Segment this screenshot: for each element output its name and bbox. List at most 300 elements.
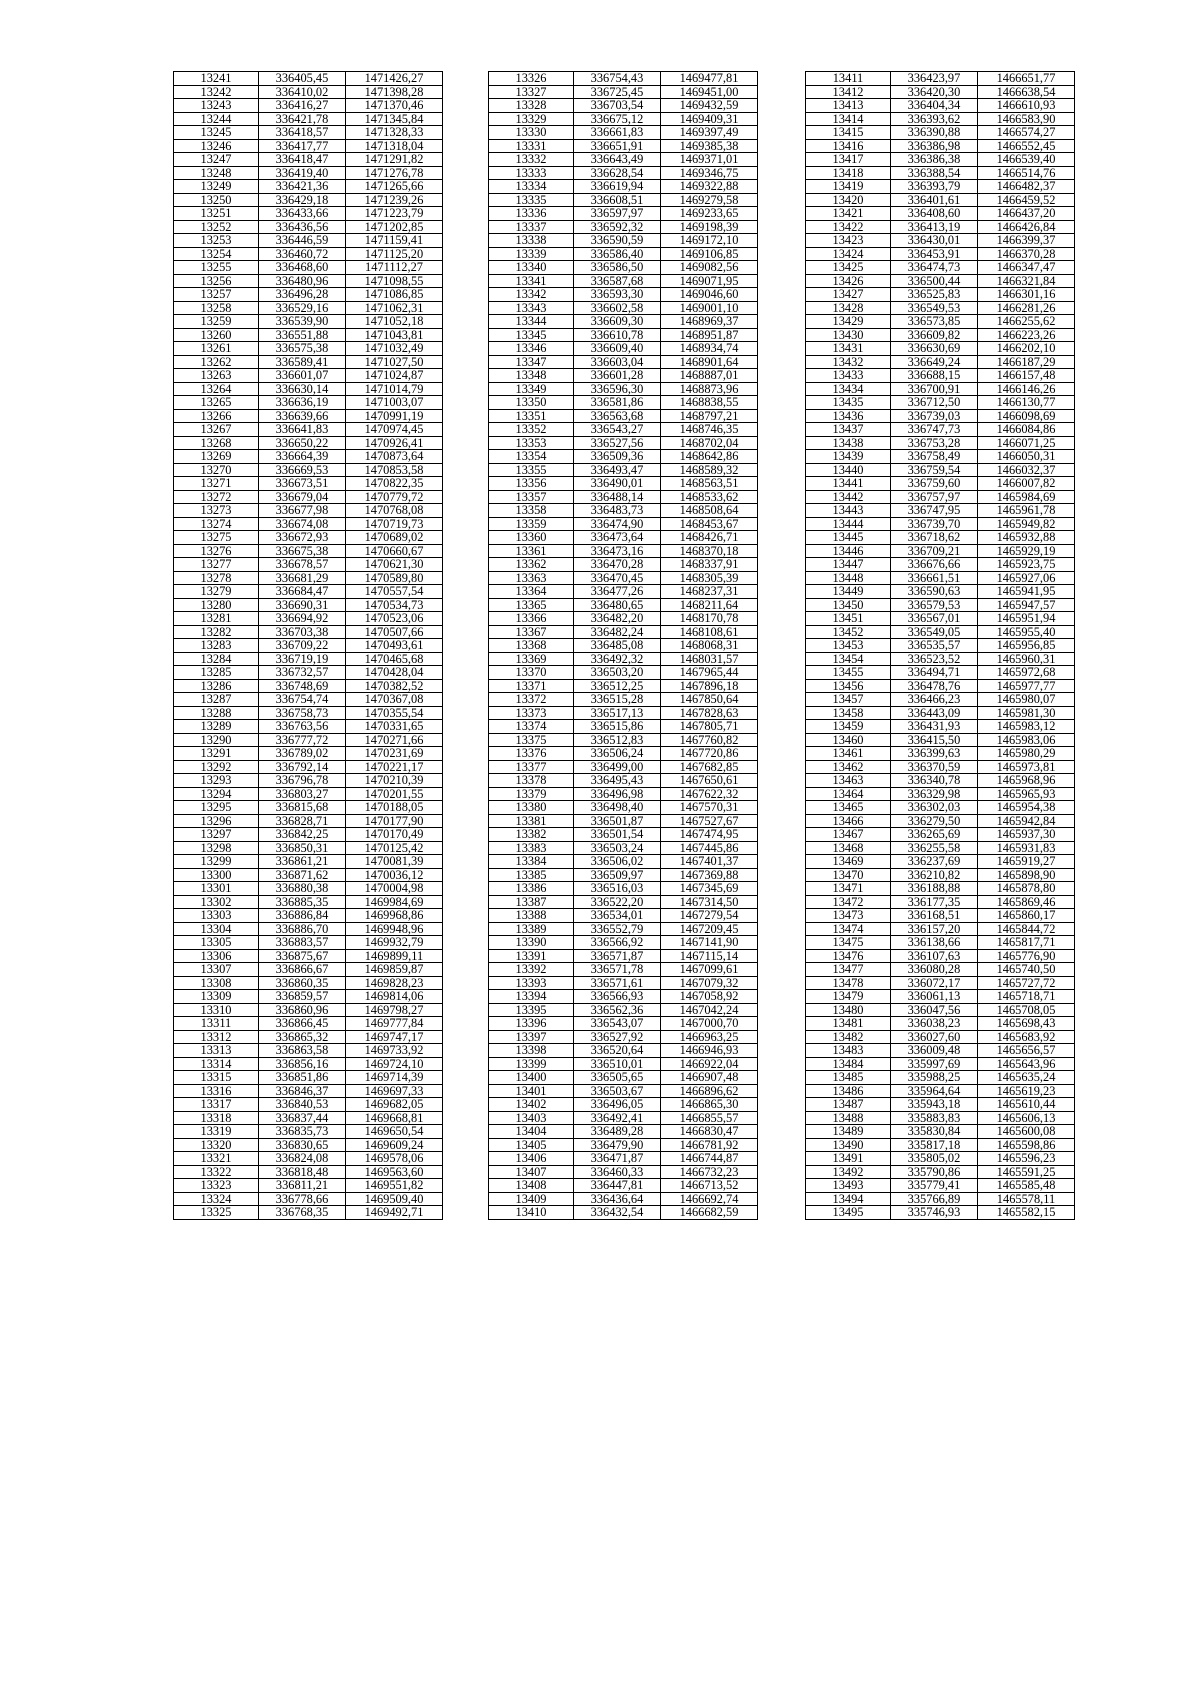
point-number-cell: 13451: [806, 612, 891, 626]
table-row: [489, 234, 758, 248]
y-coordinate-cell: 1466514,76: [978, 166, 1075, 180]
point-number-cell: 13330: [489, 126, 574, 140]
x-coordinate-cell: 336718,62: [891, 531, 978, 545]
x-coordinate-cell: 336608,51: [574, 193, 661, 207]
y-coordinate-cell: 1470926,41: [346, 436, 443, 450]
x-coordinate-cell: 336509,97: [574, 868, 661, 882]
point-number-cell: 13261: [174, 342, 259, 356]
table-row: [806, 693, 1075, 707]
x-coordinate-cell: 336828,71: [259, 814, 346, 828]
x-coordinate-cell: 336529,16: [259, 301, 346, 315]
table-row: [806, 490, 1075, 504]
y-coordinate-cell: 1468901,64: [661, 355, 758, 369]
table-row: [806, 342, 1075, 356]
y-coordinate-cell: 1470660,67: [346, 544, 443, 558]
point-number-cell: 13388: [489, 909, 574, 923]
y-coordinate-cell: 1465683,92: [978, 1030, 1075, 1044]
y-coordinate-cell: 1466301,16: [978, 288, 1075, 302]
y-coordinate-cell: 1468370,18: [661, 544, 758, 558]
y-coordinate-cell: 1471398,28: [346, 85, 443, 99]
table-row: [489, 153, 758, 167]
y-coordinate-cell: 1466321,84: [978, 274, 1075, 288]
x-coordinate-cell: 336413,19: [891, 220, 978, 234]
x-coordinate-cell: 336562,36: [574, 1003, 661, 1017]
point-number-cell: 13268: [174, 436, 259, 450]
point-number-cell: 13476: [806, 949, 891, 963]
point-number-cell: 13280: [174, 598, 259, 612]
point-number-cell: 13401: [489, 1084, 574, 1098]
table-row: [489, 139, 758, 153]
y-coordinate-cell: 1470382,52: [346, 679, 443, 693]
y-coordinate-cell: 1468237,31: [661, 585, 758, 599]
table-row: [806, 1003, 1075, 1017]
point-number-cell: 13442: [806, 490, 891, 504]
point-number-cell: 13314: [174, 1057, 259, 1071]
x-coordinate-cell: 336579,53: [891, 598, 978, 612]
y-coordinate-cell: 1467965,44: [661, 666, 758, 680]
y-coordinate-cell: 1465931,83: [978, 841, 1075, 855]
table-row: [806, 126, 1075, 140]
y-coordinate-cell: 1465929,19: [978, 544, 1075, 558]
point-number-cell: 13286: [174, 679, 259, 693]
x-coordinate-cell: 335943,18: [891, 1098, 978, 1112]
coordinate-table-1: [173, 71, 443, 1220]
table-row: [806, 477, 1075, 491]
point-number-cell: 13396: [489, 1017, 574, 1031]
x-coordinate-cell: 336482,24: [574, 625, 661, 639]
x-coordinate-cell: 336815,68: [259, 801, 346, 815]
y-coordinate-cell: 1465980,29: [978, 747, 1075, 761]
y-coordinate-cell: 1468068,31: [661, 639, 758, 653]
x-coordinate-cell: 336703,54: [574, 99, 661, 113]
x-coordinate-cell: 336748,69: [259, 679, 346, 693]
y-coordinate-cell: 1469509,40: [346, 1192, 443, 1206]
table-row: [489, 1071, 758, 1085]
y-coordinate-cell: 1469071,95: [661, 274, 758, 288]
y-coordinate-cell: 1466459,52: [978, 193, 1075, 207]
y-coordinate-cell: 1467850,64: [661, 693, 758, 707]
y-coordinate-cell: 1467828,63: [661, 706, 758, 720]
y-coordinate-cell: 1468969,37: [661, 315, 758, 329]
y-coordinate-cell: 1468508,64: [661, 504, 758, 518]
table-row: [806, 261, 1075, 275]
y-coordinate-cell: 1469609,24: [346, 1138, 443, 1152]
y-coordinate-cell: 1465932,88: [978, 531, 1075, 545]
table-row: [806, 463, 1075, 477]
point-number-cell: 13460: [806, 733, 891, 747]
table-row: [489, 760, 758, 774]
table-row: [806, 72, 1075, 86]
point-number-cell: 13465: [806, 801, 891, 815]
table-row: [174, 180, 443, 194]
y-coordinate-cell: 1471043,81: [346, 328, 443, 342]
point-number-cell: 13431: [806, 342, 891, 356]
x-coordinate-cell: 336586,50: [574, 261, 661, 275]
y-coordinate-cell: 1466692,74: [661, 1192, 758, 1206]
x-coordinate-cell: 336597,97: [574, 207, 661, 221]
table-row: [489, 531, 758, 545]
y-coordinate-cell: 1469432,59: [661, 99, 758, 113]
table-row: [489, 895, 758, 909]
table-row: [806, 1125, 1075, 1139]
table-row: [174, 450, 443, 464]
x-coordinate-cell: 336837,44: [259, 1111, 346, 1125]
y-coordinate-cell: 1470689,02: [346, 531, 443, 545]
x-coordinate-cell: 335790,86: [891, 1165, 978, 1179]
table-row: [489, 774, 758, 788]
table-row: [489, 261, 758, 275]
y-coordinate-cell: 1466922,04: [661, 1057, 758, 1071]
y-coordinate-cell: 1469451,00: [661, 85, 758, 99]
y-coordinate-cell: 1469082,56: [661, 261, 758, 275]
x-coordinate-cell: 336404,34: [891, 99, 978, 113]
point-number-cell: 13296: [174, 814, 259, 828]
point-number-cell: 13259: [174, 315, 259, 329]
y-coordinate-cell: 1465860,17: [978, 909, 1075, 923]
table-row: [806, 882, 1075, 896]
point-number-cell: 13459: [806, 720, 891, 734]
y-coordinate-cell: 1469198,39: [661, 220, 758, 234]
table-row: [174, 855, 443, 869]
x-coordinate-cell: 336279,50: [891, 814, 978, 828]
table-row: [806, 382, 1075, 396]
x-coordinate-cell: 336549,05: [891, 625, 978, 639]
y-coordinate-cell: 1467079,32: [661, 976, 758, 990]
y-coordinate-cell: 1469697,33: [346, 1084, 443, 1098]
table-row: [806, 747, 1075, 761]
x-coordinate-cell: 336649,24: [891, 355, 978, 369]
table-row: [806, 733, 1075, 747]
point-number-cell: 13435: [806, 396, 891, 410]
y-coordinate-cell: 1467042,24: [661, 1003, 758, 1017]
y-coordinate-cell: 1470822,35: [346, 477, 443, 491]
x-coordinate-cell: 336684,47: [259, 585, 346, 599]
x-coordinate-cell: 336619,94: [574, 180, 661, 194]
y-coordinate-cell: 1465596,23: [978, 1152, 1075, 1166]
y-coordinate-cell: 1468797,21: [661, 409, 758, 423]
table-row: [489, 693, 758, 707]
table-row: [806, 355, 1075, 369]
table-row: [806, 288, 1075, 302]
point-number-cell: 13413: [806, 99, 891, 113]
x-coordinate-cell: 336747,95: [891, 504, 978, 518]
y-coordinate-cell: 1465937,30: [978, 828, 1075, 842]
point-number-cell: 13473: [806, 909, 891, 923]
point-number-cell: 13409: [489, 1192, 574, 1206]
x-coordinate-cell: 336818,48: [259, 1165, 346, 1179]
x-coordinate-cell: 336725,45: [574, 85, 661, 99]
table-row: [806, 207, 1075, 221]
x-coordinate-cell: 336592,32: [574, 220, 661, 234]
table-row: [806, 544, 1075, 558]
table-row: [489, 180, 758, 194]
table-row: [806, 1111, 1075, 1125]
point-number-cell: 13253: [174, 234, 259, 248]
y-coordinate-cell: 1466050,31: [978, 450, 1075, 464]
point-number-cell: 13423: [806, 234, 891, 248]
point-number-cell: 13478: [806, 976, 891, 990]
x-coordinate-cell: 336061,13: [891, 990, 978, 1004]
x-coordinate-cell: 336571,61: [574, 976, 661, 990]
point-number-cell: 13308: [174, 976, 259, 990]
x-coordinate-cell: 336446,59: [259, 234, 346, 248]
y-coordinate-cell: 1471328,33: [346, 126, 443, 140]
table-row: [489, 166, 758, 180]
point-number-cell: 13469: [806, 855, 891, 869]
table-row: [174, 990, 443, 1004]
x-coordinate-cell: 335997,69: [891, 1057, 978, 1071]
y-coordinate-cell: 1467345,69: [661, 882, 758, 896]
point-number-cell: 13364: [489, 585, 574, 599]
table-row: [174, 949, 443, 963]
point-number-cell: 13350: [489, 396, 574, 410]
x-coordinate-cell: 336482,20: [574, 612, 661, 626]
y-coordinate-cell: 1466437,20: [978, 207, 1075, 221]
table-row: [806, 301, 1075, 315]
y-coordinate-cell: 1469747,17: [346, 1030, 443, 1044]
table-row: [489, 1057, 758, 1071]
y-coordinate-cell: 1470210,39: [346, 774, 443, 788]
y-coordinate-cell: 1465956,85: [978, 639, 1075, 653]
point-number-cell: 13324: [174, 1192, 259, 1206]
x-coordinate-cell: 335746,93: [891, 1206, 978, 1220]
y-coordinate-cell: 1469650,54: [346, 1125, 443, 1139]
y-coordinate-cell: 1467570,31: [661, 801, 758, 815]
point-number-cell: 13412: [806, 85, 891, 99]
x-coordinate-cell: 336072,17: [891, 976, 978, 990]
y-coordinate-cell: 1465817,71: [978, 936, 1075, 950]
x-coordinate-cell: 336643,49: [574, 153, 661, 167]
table-row: [174, 153, 443, 167]
x-coordinate-cell: 336789,02: [259, 747, 346, 761]
y-coordinate-cell: 1471098,55: [346, 274, 443, 288]
table-row: [489, 1111, 758, 1125]
x-coordinate-cell: 336527,56: [574, 436, 661, 450]
y-coordinate-cell: 1469948,96: [346, 922, 443, 936]
table-row: [806, 315, 1075, 329]
point-number-cell: 13285: [174, 666, 259, 680]
y-coordinate-cell: 1467527,67: [661, 814, 758, 828]
point-number-cell: 13248: [174, 166, 259, 180]
y-coordinate-cell: 1469106,85: [661, 247, 758, 261]
y-coordinate-cell: 1471345,84: [346, 112, 443, 126]
y-coordinate-cell: 1465635,24: [978, 1071, 1075, 1085]
point-number-cell: 13266: [174, 409, 259, 423]
x-coordinate-cell: 336842,25: [259, 828, 346, 842]
table-row: [174, 1165, 443, 1179]
y-coordinate-cell: 1467622,32: [661, 787, 758, 801]
table-row: [489, 355, 758, 369]
y-coordinate-cell: 1468746,35: [661, 423, 758, 437]
y-coordinate-cell: 1468453,67: [661, 517, 758, 531]
point-number-cell: 13403: [489, 1111, 574, 1125]
table-row: [806, 1057, 1075, 1071]
y-coordinate-cell: 1470589,80: [346, 571, 443, 585]
point-number-cell: 13415: [806, 126, 891, 140]
x-coordinate-cell: 336370,59: [891, 760, 978, 774]
table-row: [806, 585, 1075, 599]
point-number-cell: 13371: [489, 679, 574, 693]
table-row: [174, 963, 443, 977]
table-row: [806, 193, 1075, 207]
point-number-cell: 13477: [806, 963, 891, 977]
x-coordinate-cell: 336871,62: [259, 868, 346, 882]
y-coordinate-cell: 1466946,93: [661, 1044, 758, 1058]
x-coordinate-cell: 336480,65: [574, 598, 661, 612]
table-row: [806, 909, 1075, 923]
table-row: [806, 220, 1075, 234]
point-number-cell: 13243: [174, 99, 259, 113]
x-coordinate-cell: 336551,88: [259, 328, 346, 342]
x-coordinate-cell: 336732,57: [259, 666, 346, 680]
y-coordinate-cell: 1470493,61: [346, 639, 443, 653]
y-coordinate-cell: 1465718,71: [978, 990, 1075, 1004]
table-row: [174, 801, 443, 815]
y-coordinate-cell: 1469682,05: [346, 1098, 443, 1112]
table-row: [489, 193, 758, 207]
point-number-cell: 13284: [174, 652, 259, 666]
x-coordinate-cell: 336830,65: [259, 1138, 346, 1152]
y-coordinate-cell: 1467141,90: [661, 936, 758, 950]
table-row: [174, 274, 443, 288]
y-coordinate-cell: 1465582,15: [978, 1206, 1075, 1220]
x-coordinate-cell: 336768,35: [259, 1206, 346, 1220]
table-row: [489, 1098, 758, 1112]
point-number-cell: 13294: [174, 787, 259, 801]
x-coordinate-cell: 336650,22: [259, 436, 346, 450]
point-number-cell: 13449: [806, 585, 891, 599]
point-number-cell: 13348: [489, 369, 574, 383]
point-number-cell: 13441: [806, 477, 891, 491]
point-number-cell: 13257: [174, 288, 259, 302]
y-coordinate-cell: 1466610,93: [978, 99, 1075, 113]
table-row: [174, 976, 443, 990]
x-coordinate-cell: 336393,62: [891, 112, 978, 126]
x-coordinate-cell: 336478,76: [891, 679, 978, 693]
table-row: [489, 99, 758, 113]
point-number-cell: 13411: [806, 72, 891, 86]
table-row: [806, 1084, 1075, 1098]
point-number-cell: 13416: [806, 139, 891, 153]
table-row: [174, 747, 443, 761]
point-number-cell: 13362: [489, 558, 574, 572]
point-number-cell: 13377: [489, 760, 574, 774]
table-row: [489, 1084, 758, 1098]
x-coordinate-cell: 336460,72: [259, 247, 346, 261]
x-coordinate-cell: 335779,41: [891, 1179, 978, 1193]
table-row: [806, 369, 1075, 383]
y-coordinate-cell: 1466223,26: [978, 328, 1075, 342]
x-coordinate-cell: 336516,03: [574, 882, 661, 896]
x-coordinate-cell: 336677,98: [259, 504, 346, 518]
table-row: [174, 234, 443, 248]
table-row: [806, 895, 1075, 909]
x-coordinate-cell: 336506,24: [574, 747, 661, 761]
y-coordinate-cell: 1466399,37: [978, 234, 1075, 248]
x-coordinate-cell: 336418,47: [259, 153, 346, 167]
x-coordinate-cell: 336429,18: [259, 193, 346, 207]
table-row: [489, 868, 758, 882]
point-number-cell: 13427: [806, 288, 891, 302]
x-coordinate-cell: 336265,69: [891, 828, 978, 842]
table-row: [174, 868, 443, 882]
y-coordinate-cell: 1470621,30: [346, 558, 443, 572]
table-row: [489, 571, 758, 585]
x-coordinate-cell: 336512,83: [574, 733, 661, 747]
table-row: [174, 328, 443, 342]
y-coordinate-cell: 1469409,31: [661, 112, 758, 126]
y-coordinate-cell: 1465980,07: [978, 693, 1075, 707]
table-row: [174, 1098, 443, 1112]
y-coordinate-cell: 1466682,59: [661, 1206, 758, 1220]
point-number-cell: 13452: [806, 625, 891, 639]
y-coordinate-cell: 1467115,14: [661, 949, 758, 963]
point-number-cell: 13246: [174, 139, 259, 153]
x-coordinate-cell: 336416,27: [259, 99, 346, 113]
point-number-cell: 13309: [174, 990, 259, 1004]
x-coordinate-cell: 336468,60: [259, 261, 346, 275]
point-number-cell: 13321: [174, 1152, 259, 1166]
table-row: [806, 639, 1075, 653]
x-coordinate-cell: 336485,08: [574, 639, 661, 653]
y-coordinate-cell: 1468563,51: [661, 477, 758, 491]
point-number-cell: 13436: [806, 409, 891, 423]
y-coordinate-cell: 1470853,58: [346, 463, 443, 477]
y-coordinate-cell: 1470557,54: [346, 585, 443, 599]
point-number-cell: 13334: [489, 180, 574, 194]
point-number-cell: 13349: [489, 382, 574, 396]
point-number-cell: 13489: [806, 1125, 891, 1139]
y-coordinate-cell: 1469551,82: [346, 1179, 443, 1193]
y-coordinate-cell: 1471024,87: [346, 369, 443, 383]
x-coordinate-cell: 336651,91: [574, 139, 661, 153]
y-coordinate-cell: 1468951,87: [661, 328, 758, 342]
x-coordinate-cell: 336835,73: [259, 1125, 346, 1139]
x-coordinate-cell: 336589,41: [259, 355, 346, 369]
x-coordinate-cell: 336410,02: [259, 85, 346, 99]
x-coordinate-cell: 336503,67: [574, 1084, 661, 1098]
table-row: [174, 1044, 443, 1058]
table-row: [174, 774, 443, 788]
table-row: [489, 490, 758, 504]
point-number-cell: 13425: [806, 261, 891, 275]
y-coordinate-cell: 1470465,68: [346, 652, 443, 666]
x-coordinate-cell: 336675,12: [574, 112, 661, 126]
point-number-cell: 13453: [806, 639, 891, 653]
point-number-cell: 13400: [489, 1071, 574, 1085]
y-coordinate-cell: 1466574,27: [978, 126, 1075, 140]
table-row: [174, 787, 443, 801]
table-row: [174, 828, 443, 842]
table-row: [489, 382, 758, 396]
x-coordinate-cell: 336636,19: [259, 396, 346, 410]
table-row: [174, 342, 443, 356]
point-number-cell: 13474: [806, 922, 891, 936]
x-coordinate-cell: 336527,92: [574, 1030, 661, 1044]
table-row: [806, 436, 1075, 450]
point-number-cell: 13258: [174, 301, 259, 315]
y-coordinate-cell: 1467682,85: [661, 760, 758, 774]
x-coordinate-cell: 336602,58: [574, 301, 661, 315]
x-coordinate-cell: 335988,25: [891, 1071, 978, 1085]
y-coordinate-cell: 1466552,45: [978, 139, 1075, 153]
x-coordinate-cell: 336517,13: [574, 706, 661, 720]
point-number-cell: 13327: [489, 85, 574, 99]
x-coordinate-cell: 336503,24: [574, 841, 661, 855]
point-number-cell: 13331: [489, 139, 574, 153]
y-coordinate-cell: 1471276,78: [346, 166, 443, 180]
y-coordinate-cell: 1468838,55: [661, 396, 758, 410]
